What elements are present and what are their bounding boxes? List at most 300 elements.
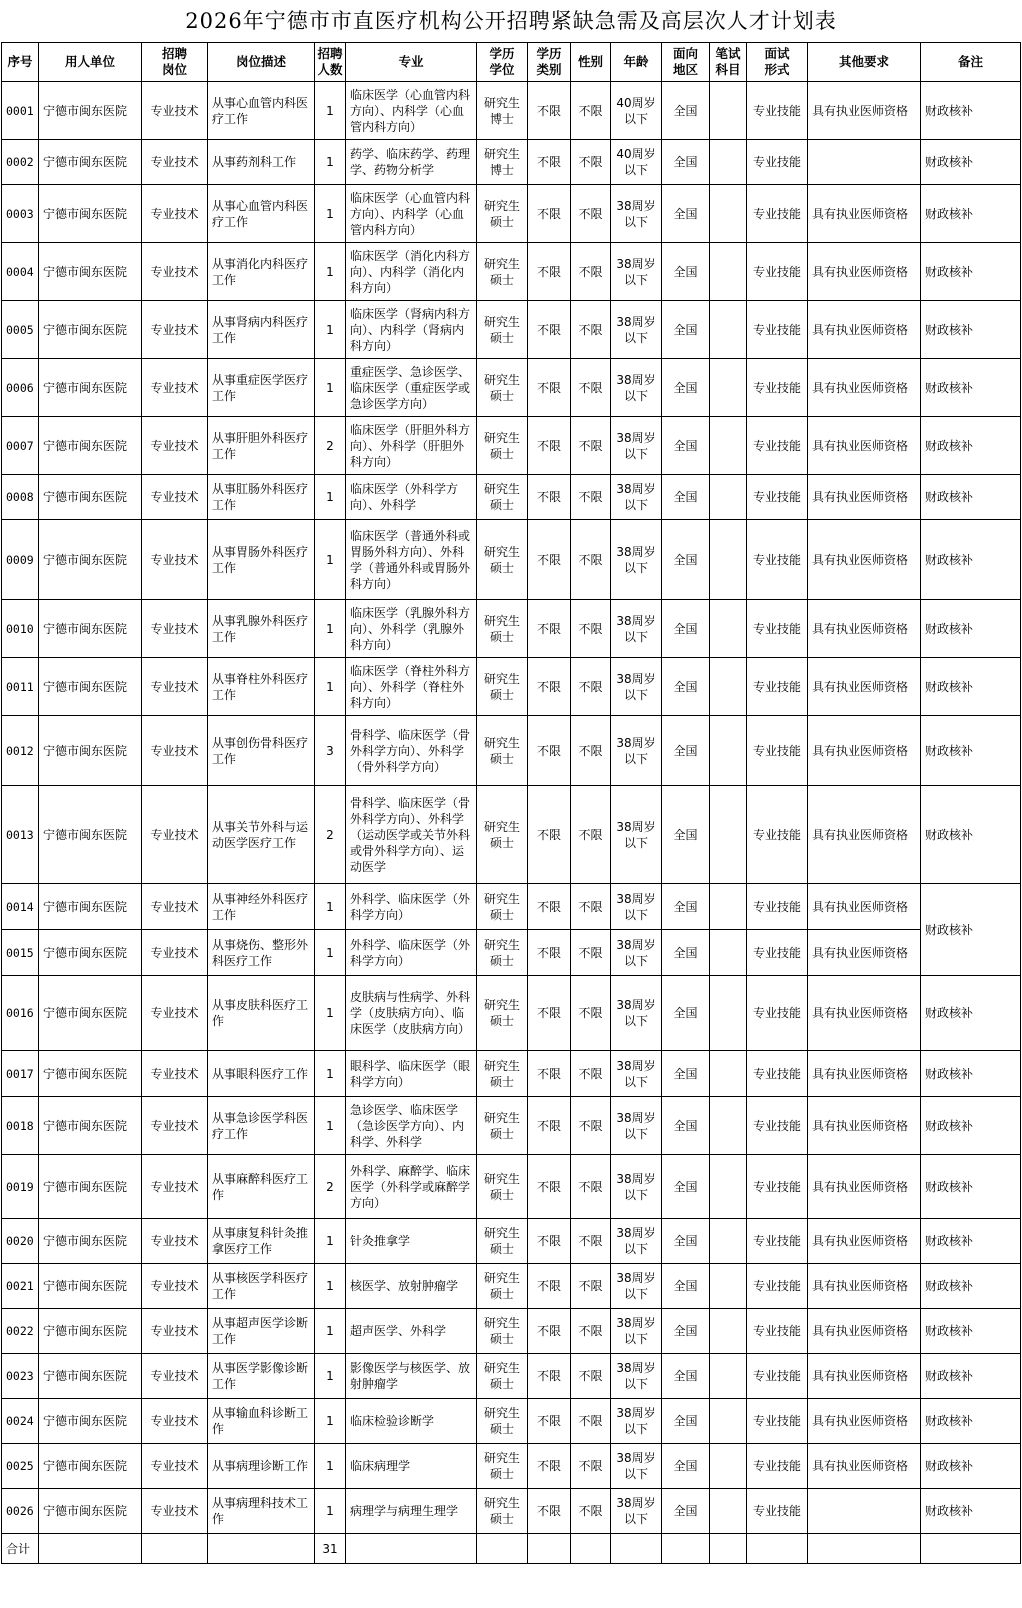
age-limit: 38周岁以下 bbox=[611, 1051, 662, 1097]
age-limit: 38周岁以下 bbox=[611, 475, 662, 520]
interview-format: 专业技能 bbox=[747, 82, 808, 140]
target-area: 全国 bbox=[662, 82, 710, 140]
remarks: 财政核补 bbox=[921, 417, 1021, 475]
interview-format: 专业技能 bbox=[747, 1219, 808, 1264]
header-cell: 笔试 科目 bbox=[710, 43, 747, 82]
age-limit: 40周岁以下 bbox=[611, 82, 662, 140]
other-requirements: 具有执业医师资格 bbox=[808, 359, 921, 417]
major-requirement: 病理学与病理生理学 bbox=[346, 1489, 477, 1534]
target-area: 全国 bbox=[662, 1155, 710, 1219]
row-id: 0002 bbox=[2, 140, 39, 185]
recruit-count: 1 bbox=[315, 1219, 346, 1264]
post-type: 专业技术 bbox=[142, 1444, 208, 1489]
recruit-count: 1 bbox=[315, 140, 346, 185]
major-requirement: 皮肤病与性病学、外科学（皮肤病方向）、临床医学（皮肤病方向） bbox=[346, 976, 477, 1051]
age-limit: 38周岁以下 bbox=[611, 417, 662, 475]
major-requirement: 临床医学（消化内科方向）、内科学（消化内科方向） bbox=[346, 243, 477, 301]
table-cell bbox=[611, 1534, 662, 1564]
education-degree: 研究生硕士 bbox=[477, 1155, 528, 1219]
target-area: 全国 bbox=[662, 1051, 710, 1097]
education-degree: 研究生硕士 bbox=[477, 1444, 528, 1489]
other-requirements: 具有执业医师资格 bbox=[808, 1051, 921, 1097]
gender: 不限 bbox=[571, 716, 611, 786]
employer-unit: 宁德市闽东医院 bbox=[39, 1264, 142, 1309]
employer-unit: 宁德市闽东医院 bbox=[39, 1399, 142, 1444]
row-id: 0026 bbox=[2, 1489, 39, 1534]
written-exam-subject bbox=[710, 1354, 747, 1399]
recruit-count: 1 bbox=[315, 1097, 346, 1155]
gender: 不限 bbox=[571, 1354, 611, 1399]
row-id: 0001 bbox=[2, 82, 39, 140]
page-title: 2026年宁德市市直医疗机构公开招聘紧缺急需及高层次人才计划表 bbox=[185, 9, 837, 33]
employer-unit: 宁德市闽东医院 bbox=[39, 884, 142, 930]
gender: 不限 bbox=[571, 140, 611, 185]
other-requirements: 具有执业医师资格 bbox=[808, 600, 921, 658]
other-requirements: 具有执业医师资格 bbox=[808, 475, 921, 520]
interview-format: 专业技能 bbox=[747, 301, 808, 359]
age-limit: 38周岁以下 bbox=[611, 1309, 662, 1354]
interview-format: 专业技能 bbox=[747, 1444, 808, 1489]
post-description: 从事肾病内科医疗工作 bbox=[208, 301, 315, 359]
header-cell: 面试 形式 bbox=[747, 43, 808, 82]
education-degree: 研究生硕士 bbox=[477, 1051, 528, 1097]
target-area: 全国 bbox=[662, 658, 710, 716]
age-limit: 38周岁以下 bbox=[611, 520, 662, 600]
other-requirements: 具有执业医师资格 bbox=[808, 1309, 921, 1354]
education-degree: 研究生硕士 bbox=[477, 1489, 528, 1534]
major-requirement: 临床检验诊断学 bbox=[346, 1399, 477, 1444]
remarks: 财政核补 bbox=[921, 1444, 1021, 1489]
post-type: 专业技术 bbox=[142, 1489, 208, 1534]
age-limit: 38周岁以下 bbox=[611, 930, 662, 976]
written-exam-subject bbox=[710, 1219, 747, 1264]
gender: 不限 bbox=[571, 1155, 611, 1219]
education-degree: 研究生硕士 bbox=[477, 716, 528, 786]
education-type: 不限 bbox=[528, 520, 571, 600]
post-description: 从事急诊医学科医疗工作 bbox=[208, 1097, 315, 1155]
target-area: 全国 bbox=[662, 884, 710, 930]
gender: 不限 bbox=[571, 359, 611, 417]
recruit-count: 1 bbox=[315, 1051, 346, 1097]
row-id: 0020 bbox=[2, 1219, 39, 1264]
written-exam-subject bbox=[710, 1051, 747, 1097]
major-requirement: 针灸推拿学 bbox=[346, 1219, 477, 1264]
age-limit: 38周岁以下 bbox=[611, 185, 662, 243]
post-description: 从事肛肠外科医疗工作 bbox=[208, 475, 315, 520]
employer-unit: 宁德市闽东医院 bbox=[39, 301, 142, 359]
target-area: 全国 bbox=[662, 301, 710, 359]
header-cell: 专业 bbox=[346, 43, 477, 82]
other-requirements: 具有执业医师资格 bbox=[808, 243, 921, 301]
interview-format: 专业技能 bbox=[747, 1399, 808, 1444]
age-limit: 38周岁以下 bbox=[611, 243, 662, 301]
remarks: 财政核补 bbox=[921, 1399, 1021, 1444]
recruit-count: 1 bbox=[315, 884, 346, 930]
table-row bbox=[2, 140, 1021, 185]
interview-format: 专业技能 bbox=[747, 185, 808, 243]
education-type: 不限 bbox=[528, 1051, 571, 1097]
employer-unit: 宁德市闽东医院 bbox=[39, 82, 142, 140]
major-requirement: 临床医学（肾病内科方向）、内科学（肾病内科方向） bbox=[346, 301, 477, 359]
recruit-count: 1 bbox=[315, 930, 346, 976]
remarks: 财政核补 bbox=[921, 185, 1021, 243]
education-degree: 研究生博士 bbox=[477, 140, 528, 185]
interview-format: 专业技能 bbox=[747, 884, 808, 930]
other-requirements: 具有执业医师资格 bbox=[808, 301, 921, 359]
education-degree: 研究生硕士 bbox=[477, 520, 528, 600]
post-description: 从事皮肤科医疗工作 bbox=[208, 976, 315, 1051]
table-row bbox=[2, 1399, 1021, 1444]
remarks: 财政核补 bbox=[921, 1309, 1021, 1354]
age-limit: 38周岁以下 bbox=[611, 786, 662, 884]
written-exam-subject bbox=[710, 475, 747, 520]
education-degree: 研究生硕士 bbox=[477, 884, 528, 930]
education-type: 不限 bbox=[528, 1489, 571, 1534]
row-id: 0011 bbox=[2, 658, 39, 716]
remarks: 财政核补 bbox=[921, 1219, 1021, 1264]
education-type: 不限 bbox=[528, 301, 571, 359]
other-requirements: 具有执业医师资格 bbox=[808, 1097, 921, 1155]
recruit-count: 2 bbox=[315, 1155, 346, 1219]
gender: 不限 bbox=[571, 1219, 611, 1264]
target-area: 全国 bbox=[662, 475, 710, 520]
interview-format: 专业技能 bbox=[747, 600, 808, 658]
written-exam-subject bbox=[710, 930, 747, 976]
table-row bbox=[2, 1354, 1021, 1399]
gender: 不限 bbox=[571, 1309, 611, 1354]
post-type: 专业技术 bbox=[142, 1155, 208, 1219]
other-requirements: 具有执业医师资格 bbox=[808, 930, 921, 976]
recruit-count: 3 bbox=[315, 716, 346, 786]
age-limit: 38周岁以下 bbox=[611, 359, 662, 417]
recruit-count: 2 bbox=[315, 786, 346, 884]
major-requirement: 核医学、放射肿瘤学 bbox=[346, 1264, 477, 1309]
remarks: 财政核补 bbox=[921, 658, 1021, 716]
table-cell bbox=[571, 1534, 611, 1564]
table-row bbox=[2, 976, 1021, 1051]
recruit-count: 1 bbox=[315, 185, 346, 243]
education-degree: 研究生硕士 bbox=[477, 359, 528, 417]
table-row bbox=[2, 658, 1021, 716]
remarks: 财政核补 bbox=[921, 1354, 1021, 1399]
interview-format: 专业技能 bbox=[747, 1264, 808, 1309]
target-area: 全国 bbox=[662, 600, 710, 658]
major-requirement: 眼科学、临床医学（眼科学方向） bbox=[346, 1051, 477, 1097]
major-requirement: 超声医学、外科学 bbox=[346, 1309, 477, 1354]
post-type: 专业技术 bbox=[142, 930, 208, 976]
education-type: 不限 bbox=[528, 1097, 571, 1155]
table-row bbox=[2, 716, 1021, 786]
education-type: 不限 bbox=[528, 1309, 571, 1354]
employer-unit: 宁德市闽东医院 bbox=[39, 1051, 142, 1097]
written-exam-subject bbox=[710, 185, 747, 243]
post-description: 从事康复科针灸推拿医疗工作 bbox=[208, 1219, 315, 1264]
employer-unit: 宁德市闽东医院 bbox=[39, 520, 142, 600]
recruit-count: 1 bbox=[315, 1264, 346, 1309]
remarks: 财政核补 bbox=[921, 1155, 1021, 1219]
major-requirement: 临床医学（外科学方向）、外科学 bbox=[346, 475, 477, 520]
header-cell: 招聘 岗位 bbox=[142, 43, 208, 82]
interview-format: 专业技能 bbox=[747, 658, 808, 716]
age-limit: 38周岁以下 bbox=[611, 1489, 662, 1534]
header-cell: 岗位描述 bbox=[208, 43, 315, 82]
written-exam-subject bbox=[710, 520, 747, 600]
interview-format: 专业技能 bbox=[747, 475, 808, 520]
interview-format: 专业技能 bbox=[747, 716, 808, 786]
employer-unit: 宁德市闽东医院 bbox=[39, 140, 142, 185]
employer-unit: 宁德市闽东医院 bbox=[39, 658, 142, 716]
post-description: 从事脊柱外科医疗工作 bbox=[208, 658, 315, 716]
age-limit: 38周岁以下 bbox=[611, 716, 662, 786]
remarks: 财政核补 bbox=[921, 600, 1021, 658]
education-type: 不限 bbox=[528, 243, 571, 301]
interview-format: 专业技能 bbox=[747, 1051, 808, 1097]
age-limit: 38周岁以下 bbox=[611, 1219, 662, 1264]
table-cell bbox=[477, 1534, 528, 1564]
target-area: 全国 bbox=[662, 1097, 710, 1155]
education-degree: 研究生硕士 bbox=[477, 301, 528, 359]
header-cell: 备注 bbox=[921, 43, 1021, 82]
education-type: 不限 bbox=[528, 976, 571, 1051]
education-degree: 研究生硕士 bbox=[477, 600, 528, 658]
table-cell bbox=[142, 1534, 208, 1564]
table-cell bbox=[39, 1534, 142, 1564]
other-requirements: 具有执业医师资格 bbox=[808, 1155, 921, 1219]
age-limit: 38周岁以下 bbox=[611, 600, 662, 658]
employer-unit: 宁德市闽东医院 bbox=[39, 185, 142, 243]
table-cell bbox=[747, 1534, 808, 1564]
post-type: 专业技术 bbox=[142, 716, 208, 786]
post-description: 从事关节外科与运动医学医疗工作 bbox=[208, 786, 315, 884]
other-requirements: 具有执业医师资格 bbox=[808, 1444, 921, 1489]
recruitment-table bbox=[1, 42, 1021, 1564]
target-area: 全国 bbox=[662, 1354, 710, 1399]
other-requirements bbox=[808, 140, 921, 185]
gender: 不限 bbox=[571, 884, 611, 930]
row-id: 0004 bbox=[2, 243, 39, 301]
post-description: 从事神经外科医疗工作 bbox=[208, 884, 315, 930]
post-description: 从事医学影像诊断工作 bbox=[208, 1354, 315, 1399]
table-row bbox=[2, 884, 1021, 930]
post-description: 从事病理诊断工作 bbox=[208, 1444, 315, 1489]
other-requirements: 具有执业医师资格 bbox=[808, 1354, 921, 1399]
interview-format: 专业技能 bbox=[747, 243, 808, 301]
table-cell bbox=[528, 1534, 571, 1564]
target-area: 全国 bbox=[662, 786, 710, 884]
remarks: 财政核补 bbox=[921, 82, 1021, 140]
table-row bbox=[2, 359, 1021, 417]
row-id: 0016 bbox=[2, 976, 39, 1051]
gender: 不限 bbox=[571, 930, 611, 976]
table-cell bbox=[346, 1534, 477, 1564]
row-id: 0010 bbox=[2, 600, 39, 658]
employer-unit: 宁德市闽东医院 bbox=[39, 1097, 142, 1155]
employer-unit: 宁德市闽东医院 bbox=[39, 930, 142, 976]
recruit-count: 1 bbox=[315, 359, 346, 417]
education-type: 不限 bbox=[528, 82, 571, 140]
written-exam-subject bbox=[710, 417, 747, 475]
target-area: 全国 bbox=[662, 520, 710, 600]
post-type: 专业技术 bbox=[142, 417, 208, 475]
row-id: 0012 bbox=[2, 716, 39, 786]
gender: 不限 bbox=[571, 1399, 611, 1444]
major-requirement: 影像医学与核医学、放射肿瘤学 bbox=[346, 1354, 477, 1399]
post-type: 专业技术 bbox=[142, 1097, 208, 1155]
education-degree: 研究生博士 bbox=[477, 82, 528, 140]
row-id: 0008 bbox=[2, 475, 39, 520]
written-exam-subject bbox=[710, 359, 747, 417]
education-type: 不限 bbox=[528, 786, 571, 884]
remarks: 财政核补 bbox=[921, 976, 1021, 1051]
header-cell: 学历 类别 bbox=[528, 43, 571, 82]
education-type: 不限 bbox=[528, 1219, 571, 1264]
employer-unit: 宁德市闽东医院 bbox=[39, 1354, 142, 1399]
header-cell: 年龄 bbox=[611, 43, 662, 82]
post-description: 从事心血管内科医疗工作 bbox=[208, 82, 315, 140]
table-row bbox=[2, 1051, 1021, 1097]
gender: 不限 bbox=[571, 475, 611, 520]
education-degree: 研究生硕士 bbox=[477, 1264, 528, 1309]
post-description: 从事乳腺外科医疗工作 bbox=[208, 600, 315, 658]
other-requirements: 具有执业医师资格 bbox=[808, 520, 921, 600]
table-row bbox=[2, 786, 1021, 884]
target-area: 全国 bbox=[662, 1489, 710, 1534]
education-degree: 研究生硕士 bbox=[477, 185, 528, 243]
written-exam-subject bbox=[710, 1155, 747, 1219]
written-exam-subject bbox=[710, 1264, 747, 1309]
remarks: 财政核补 bbox=[921, 301, 1021, 359]
written-exam-subject bbox=[710, 301, 747, 359]
major-requirement: 骨科学、临床医学（骨外科学方向）、外科学（运动医学或关节外科或骨外科学方向）、运动医学 bbox=[346, 786, 477, 884]
education-degree: 研究生硕士 bbox=[477, 930, 528, 976]
interview-format: 专业技能 bbox=[747, 1309, 808, 1354]
recruit-count: 1 bbox=[315, 475, 346, 520]
target-area: 全国 bbox=[662, 1444, 710, 1489]
other-requirements: 具有执业医师资格 bbox=[808, 976, 921, 1051]
target-area: 全国 bbox=[662, 976, 710, 1051]
recruit-count: 1 bbox=[315, 1444, 346, 1489]
education-type: 不限 bbox=[528, 1444, 571, 1489]
education-type: 不限 bbox=[528, 417, 571, 475]
employer-unit: 宁德市闽东医院 bbox=[39, 1444, 142, 1489]
table-row bbox=[2, 1444, 1021, 1489]
post-description: 从事重症医学医疗工作 bbox=[208, 359, 315, 417]
remarks: 财政核补 bbox=[921, 475, 1021, 520]
post-description: 从事消化内科医疗工作 bbox=[208, 243, 315, 301]
recruit-count: 1 bbox=[315, 658, 346, 716]
major-requirement: 外科学、麻醉学、临床医学（外科学或麻醉学方向） bbox=[346, 1155, 477, 1219]
post-description: 从事病理科技术工作 bbox=[208, 1489, 315, 1534]
remarks: 财政核补 bbox=[921, 1097, 1021, 1155]
remarks: 财政核补 bbox=[921, 1051, 1021, 1097]
employer-unit: 宁德市闽东医院 bbox=[39, 1155, 142, 1219]
employer-unit: 宁德市闽东医院 bbox=[39, 1489, 142, 1534]
remarks: 财政核补 bbox=[921, 786, 1021, 884]
age-limit: 38周岁以下 bbox=[611, 1399, 662, 1444]
major-requirement: 临床医学（普通外科或胃肠外科方向）、外科学（普通外科或胃肠外科方向） bbox=[346, 520, 477, 600]
post-type: 专业技术 bbox=[142, 140, 208, 185]
education-type: 不限 bbox=[528, 930, 571, 976]
post-type: 专业技术 bbox=[142, 82, 208, 140]
other-requirements: 具有执业医师资格 bbox=[808, 716, 921, 786]
post-description: 从事心血管内科医疗工作 bbox=[208, 185, 315, 243]
gender: 不限 bbox=[571, 301, 611, 359]
employer-unit: 宁德市闽东医院 bbox=[39, 716, 142, 786]
recruit-count: 1 bbox=[315, 600, 346, 658]
age-limit: 38周岁以下 bbox=[611, 884, 662, 930]
row-id: 0003 bbox=[2, 185, 39, 243]
remarks: 财政核补 bbox=[921, 243, 1021, 301]
post-description: 从事核医学科医疗工作 bbox=[208, 1264, 315, 1309]
table-row bbox=[2, 185, 1021, 243]
post-type: 专业技术 bbox=[142, 520, 208, 600]
education-type: 不限 bbox=[528, 1264, 571, 1309]
education-degree: 研究生硕士 bbox=[477, 658, 528, 716]
total-count: 31 bbox=[315, 1534, 346, 1564]
major-requirement: 临床医学（肝胆外科方向）、外科学（肝胆外科方向） bbox=[346, 417, 477, 475]
written-exam-subject bbox=[710, 1399, 747, 1444]
header-cell: 序号 bbox=[2, 43, 39, 82]
row-id: 0022 bbox=[2, 1309, 39, 1354]
employer-unit: 宁德市闽东医院 bbox=[39, 359, 142, 417]
gender: 不限 bbox=[571, 1489, 611, 1534]
gender: 不限 bbox=[571, 658, 611, 716]
education-degree: 研究生硕士 bbox=[477, 243, 528, 301]
post-type: 专业技术 bbox=[142, 884, 208, 930]
interview-format: 专业技能 bbox=[747, 1489, 808, 1534]
gender: 不限 bbox=[571, 1097, 611, 1155]
post-type: 专业技术 bbox=[142, 1354, 208, 1399]
gender: 不限 bbox=[571, 243, 611, 301]
education-type: 不限 bbox=[528, 884, 571, 930]
written-exam-subject bbox=[710, 1309, 747, 1354]
gender: 不限 bbox=[571, 82, 611, 140]
row-id: 0025 bbox=[2, 1444, 39, 1489]
education-degree: 研究生硕士 bbox=[477, 1309, 528, 1354]
row-id: 0021 bbox=[2, 1264, 39, 1309]
row-id: 0015 bbox=[2, 930, 39, 976]
education-degree: 研究生硕士 bbox=[477, 475, 528, 520]
remarks: 财政核补 bbox=[921, 1264, 1021, 1309]
recruit-count: 1 bbox=[315, 1354, 346, 1399]
employer-unit: 宁德市闽东医院 bbox=[39, 417, 142, 475]
employer-unit: 宁德市闽东医院 bbox=[39, 976, 142, 1051]
post-description: 从事麻醉科医疗工作 bbox=[208, 1155, 315, 1219]
other-requirements: 具有执业医师资格 bbox=[808, 185, 921, 243]
recruit-count: 1 bbox=[315, 301, 346, 359]
employer-unit: 宁德市闽东医院 bbox=[39, 475, 142, 520]
target-area: 全国 bbox=[662, 930, 710, 976]
gender: 不限 bbox=[571, 786, 611, 884]
target-area: 全国 bbox=[662, 1399, 710, 1444]
post-type: 专业技术 bbox=[142, 1051, 208, 1097]
table-row bbox=[2, 1155, 1021, 1219]
other-requirements bbox=[808, 1489, 921, 1534]
row-id: 0006 bbox=[2, 359, 39, 417]
table-row bbox=[2, 1309, 1021, 1354]
post-description: 从事烧伤、整形外科医疗工作 bbox=[208, 930, 315, 976]
written-exam-subject bbox=[710, 976, 747, 1051]
major-requirement: 临床医学（乳腺外科方向）、外科学（乳腺外科方向） bbox=[346, 600, 477, 658]
post-type: 专业技术 bbox=[142, 1219, 208, 1264]
education-type: 不限 bbox=[528, 658, 571, 716]
gender: 不限 bbox=[571, 185, 611, 243]
table-cell bbox=[208, 1534, 315, 1564]
table-row bbox=[2, 600, 1021, 658]
written-exam-subject bbox=[710, 600, 747, 658]
table-cell bbox=[710, 1534, 747, 1564]
recruit-count: 1 bbox=[315, 1399, 346, 1444]
